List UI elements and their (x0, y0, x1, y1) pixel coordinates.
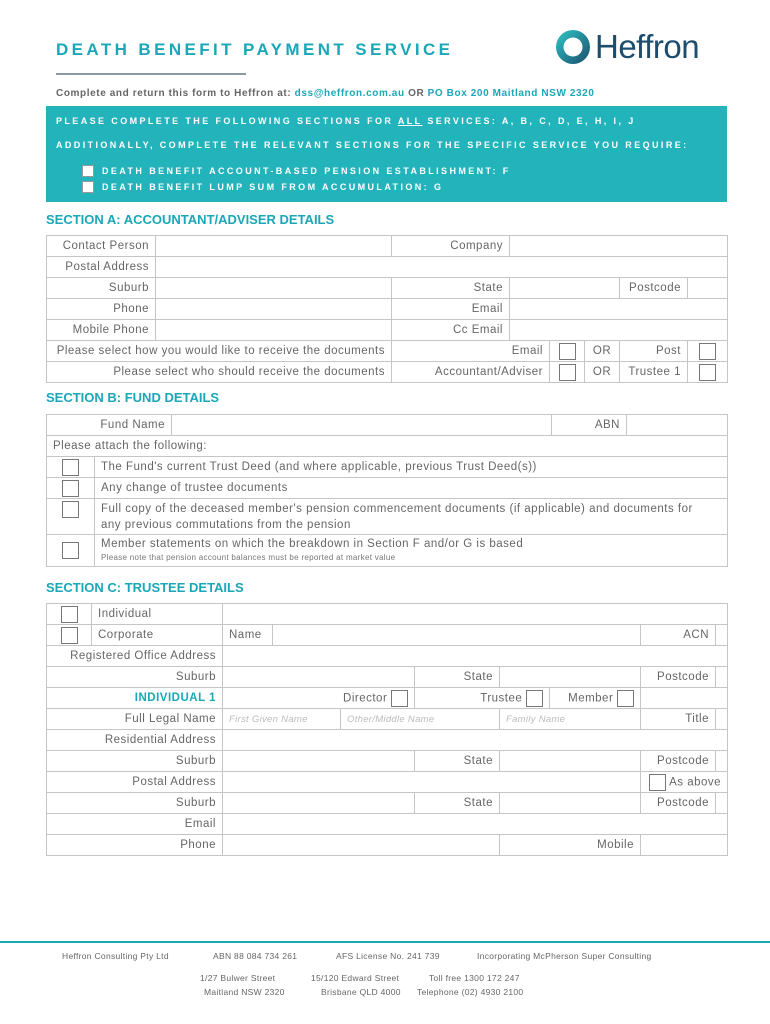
email-input[interactable] (510, 299, 728, 320)
footer-address-2-line-2: Brisbane QLD 4000 (321, 987, 401, 997)
trustee-postal-address-input[interactable] (223, 772, 641, 793)
trustee-label: Trustee (415, 688, 550, 709)
footer-afs: AFS License No. 241 739 (336, 951, 440, 961)
return-instructions (56, 88, 595, 99)
phone-input[interactable] (156, 299, 392, 320)
trustee-mobile-input[interactable] (641, 835, 728, 856)
suburb-label: Suburb (47, 278, 156, 299)
director-label: Director (223, 688, 415, 709)
cc-email-input[interactable] (510, 320, 728, 341)
individual-cell (47, 604, 92, 625)
postcode-label: Postcode (620, 278, 688, 299)
postal-address-input[interactable] (156, 257, 728, 278)
family-name-input[interactable]: Family Name (500, 709, 641, 730)
receiver-trustee-cell (688, 362, 728, 383)
lump-sum-checkbox[interactable] (82, 181, 94, 193)
res-suburb-input[interactable] (223, 751, 415, 772)
acn-input[interactable] (716, 625, 728, 646)
title-input[interactable] (716, 709, 728, 730)
middle-name-input[interactable]: Other/Middle Name (341, 709, 500, 730)
footer-address-1-line-2: Maitland NSW 2320 (204, 987, 285, 997)
reg-suburb-input[interactable] (223, 667, 415, 688)
page-title: DEATH BENEFIT PAYMENT SERVICE (56, 40, 454, 59)
res-state-input[interactable] (500, 751, 641, 772)
role-row-blank (641, 688, 728, 709)
banner-all: ALL (397, 116, 423, 126)
suburb-input[interactable] (156, 278, 392, 299)
attach-label: Please attach the following: (47, 436, 728, 457)
pension-docs-cell (47, 499, 95, 535)
section-c-table (46, 603, 728, 856)
title-label: Title (641, 709, 716, 730)
registered-office-label: Registered Office Address (47, 646, 223, 667)
reg-suburb-label: Suburb (47, 667, 223, 688)
trustee-phone-input[interactable] (223, 835, 500, 856)
postal-address-label: Postal Address (47, 257, 156, 278)
abn-input[interactable] (627, 415, 728, 436)
corporate-checkbox[interactable] (61, 627, 78, 644)
post-suburb-label: Suburb (47, 793, 223, 814)
corp-name-input[interactable] (273, 625, 641, 646)
fund-name-label: Fund Name (47, 415, 172, 436)
reg-state-input[interactable] (500, 667, 641, 688)
receive-who-label: Please select who should receive the documents (47, 362, 392, 383)
pension-docs-label: Full copy of the deceased member's pension commencement documents (if applicable) and documents for any previous commutations from the pension (95, 499, 728, 535)
individual-row-blank (223, 604, 728, 625)
banner-line-2: ADDITIONALLY, COMPLETE THE RELEVANT SECTIONS FOR THE SPECIFIC SERVICE YOU REQUIRE: (56, 140, 689, 150)
market-value-note: Please note that pension account balances must be reported at market value (101, 552, 396, 562)
footer-tollfree: Toll free 1300 172 247 (429, 973, 520, 983)
footer-abn: ABN 88 084 734 261 (213, 951, 298, 961)
return-email-link[interactable]: dss@heffron.com.au (294, 88, 405, 99)
res-state-label: State (415, 751, 500, 772)
footer-incorporating: Incorporating McPherson Super Consulting (477, 951, 652, 961)
receive-email-checkbox[interactable] (559, 343, 576, 360)
acn-label: ACN (641, 625, 716, 646)
reg-postcode-input[interactable] (716, 667, 728, 688)
change-trustee-checkbox[interactable] (62, 480, 79, 497)
postcode-input[interactable] (688, 278, 728, 299)
receiver-adviser-checkbox[interactable] (559, 364, 576, 381)
member-statements-label: Member statements on which the breakdown in Section F and/or G is based Please note that pension account balances must be reported at market value (95, 535, 728, 567)
receive-email-label: Email (392, 341, 550, 362)
abp-establishment-checkbox[interactable] (82, 165, 94, 177)
return-or: OR (404, 88, 428, 99)
receiver-adviser-cell (550, 362, 585, 383)
title-underline (56, 73, 246, 75)
section-a-table (46, 235, 728, 383)
member-statements-cell (47, 535, 95, 567)
first-given-name-input[interactable]: First Given Name (223, 709, 341, 730)
abn-label: ABN (552, 415, 627, 436)
phone-label: Phone (47, 299, 156, 320)
as-above-checkbox[interactable] (649, 774, 666, 791)
corp-name-label: Name (223, 625, 273, 646)
pension-docs-checkbox[interactable] (62, 501, 79, 518)
trustee-email-label: Email (47, 814, 223, 835)
receiver-adviser-label: Accountant/Adviser (392, 362, 550, 383)
company-input[interactable] (510, 236, 728, 257)
trustee-checkbox[interactable] (526, 690, 543, 707)
trustee-postal-address-label: Postal Address (47, 772, 223, 793)
section-b-heading: SECTION B: FUND DETAILS (46, 390, 220, 405)
fund-name-input[interactable] (172, 415, 552, 436)
return-prefix: Complete and return this form to Heffron at: (56, 88, 295, 99)
full-legal-name-label: Full Legal Name (47, 709, 223, 730)
footer-address-1-line-1: 1/27 Bulwer Street (200, 973, 276, 983)
corporate-cell (47, 625, 92, 646)
receive-or-label: OR (585, 341, 620, 362)
cc-email-label: Cc Email (392, 320, 510, 341)
receive-post-cell (688, 341, 728, 362)
individual-1-heading: INDIVIDUAL 1 (47, 688, 223, 709)
return-po-box: PO Box 200 Maitland NSW 2320 (427, 88, 595, 99)
mobile-phone-label: Mobile Phone (47, 320, 156, 341)
res-postcode-label: Postcode (641, 751, 716, 772)
receive-email-cell (550, 341, 585, 362)
footer-address-2-line-1: 15/120 Edward Street (311, 973, 400, 983)
trustee-phone-label: Phone (47, 835, 223, 856)
section-a-heading: SECTION A: ACCOUNTANT/ADVISER DETAILS (46, 212, 335, 227)
post-suburb-input[interactable] (223, 793, 415, 814)
member-checkbox[interactable] (617, 690, 634, 707)
post-postcode-label: Postcode (641, 793, 716, 814)
receiver-or-label: OR (585, 362, 620, 383)
res-suburb-label: Suburb (47, 751, 223, 772)
state-label: State (392, 278, 510, 299)
director-checkbox[interactable] (391, 690, 408, 707)
reg-state-label: State (415, 667, 500, 688)
trust-deed-cell (47, 457, 95, 478)
contact-person-input[interactable] (156, 236, 392, 257)
receive-post-checkbox[interactable] (699, 343, 716, 360)
section-b-table (46, 414, 728, 567)
reg-postcode-label: Postcode (641, 667, 716, 688)
individual-checkbox[interactable] (61, 606, 78, 623)
registered-office-input[interactable] (223, 646, 728, 667)
footer-divider (0, 941, 770, 943)
residential-address-label: Residential Address (47, 730, 223, 751)
receiver-trustee-label: Trustee 1 (620, 362, 688, 383)
heffron-logo-icon (553, 26, 593, 68)
instructions-banner (46, 106, 727, 202)
as-above-label: As above (669, 776, 722, 789)
mobile-phone-input[interactable] (156, 320, 392, 341)
abp-establishment-label: DEATH BENEFIT ACCOUNT-BASED PENSION ESTABLISHMENT: F (102, 166, 511, 176)
as-above-cell (641, 772, 728, 793)
post-state-label: State (415, 793, 500, 814)
logo-wordmark: Heffron (595, 28, 700, 65)
member-statements-checkbox[interactable] (62, 542, 79, 559)
trustee-mobile-label: Mobile (500, 835, 641, 856)
trust-deed-checkbox[interactable] (62, 459, 79, 476)
receive-how-label: Please select how you would like to receive the documents (47, 341, 392, 362)
res-postcode-input[interactable] (716, 751, 728, 772)
corporate-label: Corporate (92, 625, 223, 646)
contact-person-label: Contact Person (47, 236, 156, 257)
lump-sum-label: DEATH BENEFIT LUMP SUM FROM ACCUMULATION: G (102, 182, 444, 192)
trust-deed-label: The Fund's current Trust Deed (and where applicable, previous Trust Deed(s)) (95, 457, 728, 478)
banner-line-1: PLEASE COMPLETE THE FOLLOWING SECTIONS FOR ALL SERVICES: A, B, C, D, E, H, I, J (56, 116, 636, 126)
state-input[interactable] (510, 278, 620, 299)
receive-post-label: Post (620, 341, 688, 362)
post-state-input[interactable] (500, 793, 641, 814)
receiver-trustee-checkbox[interactable] (699, 364, 716, 381)
individual-label: Individual (92, 604, 223, 625)
post-postcode-input[interactable] (716, 793, 728, 814)
change-trustee-label: Any change of trustee documents (95, 478, 728, 499)
member-label: Member (550, 688, 641, 709)
residential-address-input[interactable] (223, 730, 728, 751)
footer-company: Heffron Consulting Pty Ltd (62, 951, 169, 961)
footer-telephone: Telephone (02) 4930 2100 (417, 987, 524, 997)
trustee-email-input[interactable] (223, 814, 728, 835)
section-c-heading: SECTION C: TRUSTEE DETAILS (46, 580, 244, 595)
company-label: Company (392, 236, 510, 257)
heffron-logo (553, 26, 729, 68)
email-label: Email (392, 299, 510, 320)
change-trustee-cell (47, 478, 95, 499)
